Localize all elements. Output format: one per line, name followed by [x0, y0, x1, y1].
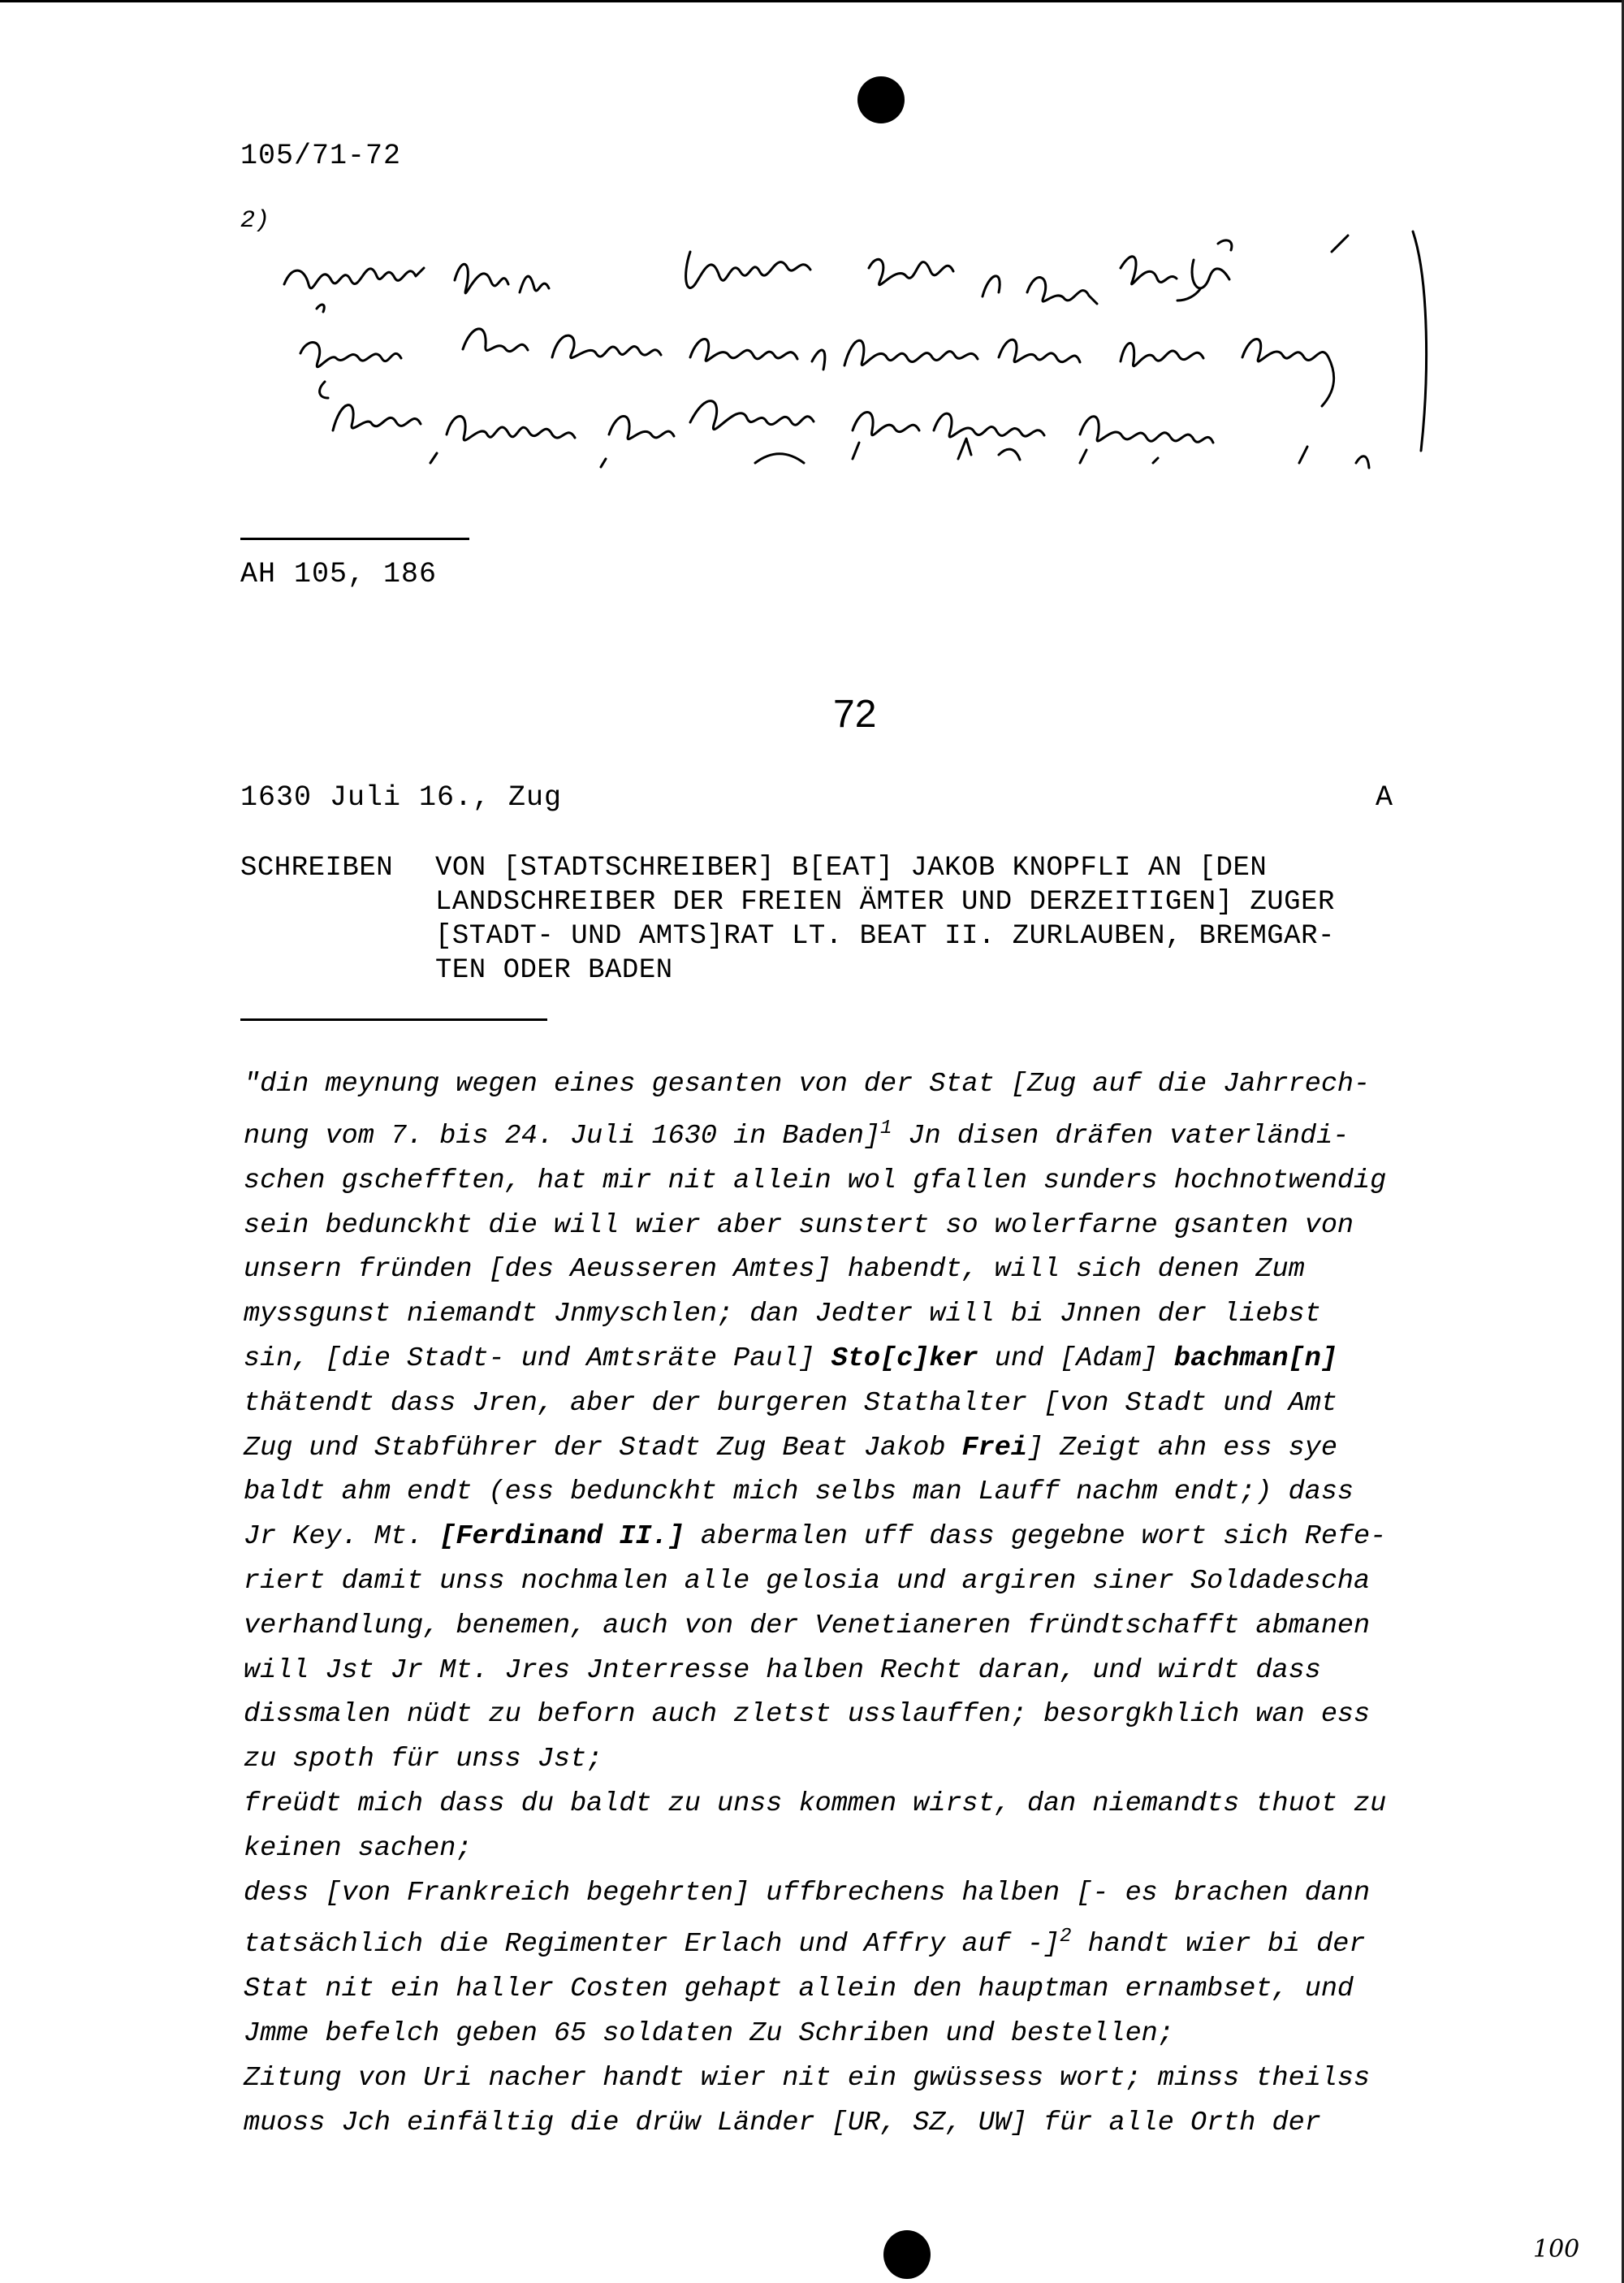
punch-hole-icon — [883, 2230, 931, 2279]
folio-stamp-number: 100 — [1533, 2235, 1580, 2264]
body-line: dess [von Frankreich begehrten] uffbrechens halben [- es brachen dann — [244, 1877, 1371, 1909]
heading-line: LANDSCHREIBER DER FREIEN ÄMTER UND DERZEITIGEN] ZUGER — [435, 887, 1335, 918]
body-line: baldt ahm endt (ess bedunckht mich selbs man Lauff nachm endt;) dass — [244, 1477, 1354, 1508]
heading-line: VON [STADTSCHREIBER] B[EAT] JAKOB KNOPFLI AN [DEN — [435, 853, 1268, 884]
punch-hole-icon — [857, 76, 905, 123]
body-line: sein bedunckht die will wier aber sunstert so wolerfarne gsanten von — [244, 1209, 1354, 1241]
date-place: 1630 Juli 16., Zug — [240, 781, 563, 814]
document-number: 72 — [833, 693, 877, 736]
body-line: dissmalen nüdt zu beforn auch zletst usslauffen; besorgkhlich wan ess — [244, 1699, 1371, 1731]
body-line: myssgunst niemandt Jnmyschlen; dan Jedter will bi Jnnen der liebst — [244, 1299, 1321, 1330]
body-line: nung vom 7. bis 24. Juli 1630 in Baden]$^1$ Jn disen dräfen vaterländi- — [244, 1117, 1350, 1152]
item-marker: 2) — [240, 207, 270, 235]
body-line: schen gschefften, hat mir nit allein wol gfallen sunders hochnotwendig — [244, 1165, 1387, 1196]
body-line: muoss Jch einfältig die drüw Länder [UR, SZ, UW] für alle Orth der — [244, 2107, 1321, 2138]
body-line: Stat nit ein haller Costen gehapt allein den hauptman ernambset, und — [244, 1974, 1354, 2005]
body-line: will Jst Jr Mt. Jres Jnterresse halben Recht daran, und wirdt dass — [244, 1654, 1321, 1686]
body-line: thätendt dass Jren, aber der burgeren Stathalter [von Stadt und Amt — [244, 1387, 1337, 1419]
separator-rule — [240, 1018, 547, 1021]
body-line: "din meynung wegen eines gesanten von der Stat [Zug auf die Jahrrech- — [244, 1069, 1371, 1100]
body-line: riert damit unss nochmalen alle gelosia und argiren siner Soldadescha — [244, 1565, 1371, 1597]
body-line: zu spoth für unss Jst; — [244, 1744, 603, 1775]
body-line: Zitung von Uri nacher handt wier nit ein gwüssess wort; minss theilss — [244, 2062, 1371, 2094]
person-name: Frei — [961, 1432, 1027, 1464]
body-line: Jr Key. Mt. [Ferdinand II.] abermalen uff dass gegebne wort sich Refe- — [244, 1521, 1387, 1553]
footnote-ref[interactable]: 2 — [1060, 1926, 1072, 1948]
heading-line: TEN ODER BADEN — [435, 955, 673, 986]
body-line: Jmme befelch geben 65 soldaten Zu Schriben und bestellen; — [244, 2018, 1174, 2050]
body-line: keinen sachen; — [244, 1832, 473, 1864]
source-reference: AH 105, 186 — [240, 558, 438, 590]
body-line: verhandlung, benemen, auch von der Venetianeren fründtschafft abmanen — [244, 1610, 1371, 1641]
person-name: [Ferdinand II.] — [439, 1521, 685, 1553]
body-line: Zug und Stabführer der Stadt Zug Beat Jakob Frei] Zeigt ahn ess sye — [244, 1432, 1337, 1464]
scan-border-top — [0, 0, 1624, 2]
heading-line: [STADT- UND AMTS]RAT LT. BEAT II. ZURLAUBEN, BREMGAR- — [435, 921, 1335, 952]
footnote-ref[interactable]: 1 — [880, 1117, 892, 1139]
body-line: sin, [die Stadt- und Amtsräte Paul] Sto[c]ker und [Adam] bachman[n] — [244, 1343, 1337, 1374]
transcription-body — [244, 1062, 1386, 2145]
body-line: freüdt mich dass du baldt zu unss kommen wirst, dan niemandts thuot zu — [244, 1788, 1387, 1819]
handwriting-facsimile — [268, 219, 1453, 471]
body-line: tatsächlich die Regimenter Erlach und Affry auf -]$^2$ handt wier bi der — [244, 1926, 1366, 1961]
person-name: Sto[c]ker — [831, 1343, 978, 1374]
person-name: bachman[n] — [1173, 1343, 1337, 1374]
version-marker: A — [1376, 781, 1394, 814]
separator-rule — [240, 538, 469, 540]
body-line: unsern fründen [des Aeusseren Amtes] habendt, will sich denen Zum — [244, 1254, 1305, 1286]
archive-reference: 105/71-72 — [240, 140, 402, 172]
heading-label: SCHREIBEN — [240, 853, 394, 884]
